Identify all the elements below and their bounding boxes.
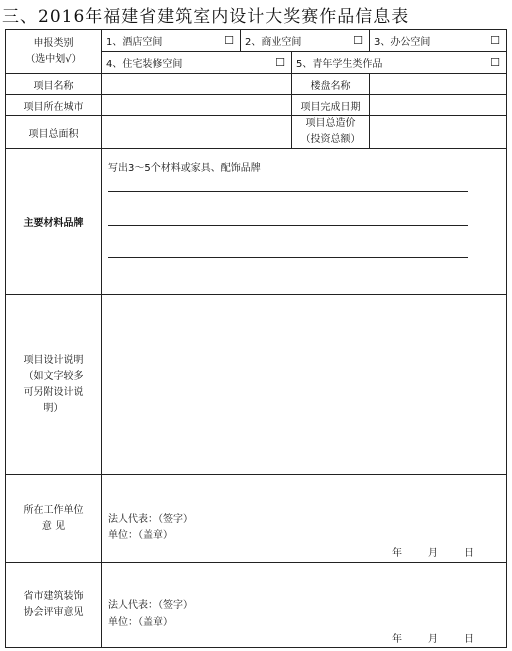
option-office[interactable]	[370, 30, 507, 52]
date-month: 月	[428, 634, 438, 645]
work-unit-label	[6, 475, 102, 563]
association-label-line1: 省市建筑装饰	[23, 591, 84, 602]
project-name-label: 项目名称	[6, 74, 102, 95]
category-label	[6, 30, 102, 74]
completion-date-value[interactable]	[370, 95, 507, 116]
completion-date-label: 项目完成日期	[292, 95, 370, 116]
option-office-label: 3、办公空间	[374, 37, 431, 48]
date-year: 年	[392, 548, 402, 559]
total-area-label: 项目总面积	[6, 116, 102, 149]
work-unit-legal-rep: 法人代表：（签字）	[108, 514, 193, 525]
option-hotel[interactable]	[102, 30, 241, 52]
association-legal-rep: 法人代表：（签字）	[108, 600, 193, 611]
association-date	[392, 630, 474, 645]
association-label-line2: 协会评审意见	[23, 607, 84, 618]
category-label-line2: （选中划√）	[25, 53, 82, 65]
date-month: 月	[428, 548, 438, 559]
checkbox-hotel[interactable]: ☐	[224, 34, 234, 47]
materials-label: 主要材料品牌	[6, 149, 102, 295]
work-unit-date	[392, 544, 474, 559]
date-day: 日	[464, 634, 474, 645]
checkbox-office[interactable]: ☐	[490, 34, 500, 47]
association-opinion[interactable]	[102, 563, 507, 648]
option-commercial[interactable]	[241, 30, 370, 52]
date-year: 年	[392, 634, 402, 645]
total-cost-label-line2: （投资总额）	[300, 134, 361, 145]
total-cost-label	[292, 116, 370, 149]
work-unit-opinion[interactable]	[102, 475, 507, 563]
association-seal: 单位：（盖章）	[108, 617, 173, 628]
building-name-value[interactable]	[370, 74, 507, 95]
option-student[interactable]	[292, 52, 507, 74]
checkbox-commercial[interactable]: ☐	[353, 34, 363, 47]
checkbox-residential[interactable]: ☐	[275, 56, 285, 69]
association-label	[6, 563, 102, 648]
design-desc-line1: 项目设计说明	[23, 354, 84, 366]
design-desc-line4: 明）	[43, 402, 64, 414]
option-student-label: 5、青年学生类作品	[296, 59, 383, 70]
project-name-value[interactable]	[102, 74, 292, 95]
info-form-table	[5, 29, 507, 648]
option-commercial-label: 2、商业空间	[245, 37, 302, 48]
option-hotel-label: 1、酒店空间	[106, 37, 163, 48]
city-label: 项目所在城市	[6, 95, 102, 116]
design-desc-line3: 可另附设计说	[23, 386, 84, 398]
design-desc-label	[6, 295, 102, 475]
work-unit-label-line2: 意 见	[41, 520, 66, 532]
option-residential[interactable]	[102, 52, 292, 74]
checkbox-student[interactable]: ☐	[490, 56, 500, 69]
design-desc-area[interactable]	[102, 295, 507, 475]
date-day: 日	[464, 548, 474, 559]
city-value[interactable]	[102, 95, 292, 116]
building-name-label: 楼盘名称	[292, 74, 370, 95]
materials-line	[108, 225, 468, 226]
work-unit-seal: 单位：（盖章）	[108, 530, 173, 541]
design-desc-line2: （如文字较多	[23, 370, 84, 382]
materials-hint: 写出3～5个材料或家具、配饰品牌	[108, 163, 261, 174]
total-cost-value[interactable]	[370, 116, 507, 149]
materials-area[interactable]	[102, 149, 507, 295]
option-residential-label: 4、住宅装修空间	[106, 59, 183, 70]
work-unit-label-line1: 所在工作单位	[23, 504, 84, 516]
total-cost-label-line1: 项目总造价	[305, 118, 356, 129]
materials-line	[108, 257, 468, 258]
total-area-value[interactable]	[102, 116, 292, 149]
page-title: 三、2016年福建省建筑室内设计大奖赛作品信息表	[2, 7, 410, 27]
materials-line	[108, 191, 468, 192]
category-label-line1: 申报类别	[33, 37, 74, 49]
